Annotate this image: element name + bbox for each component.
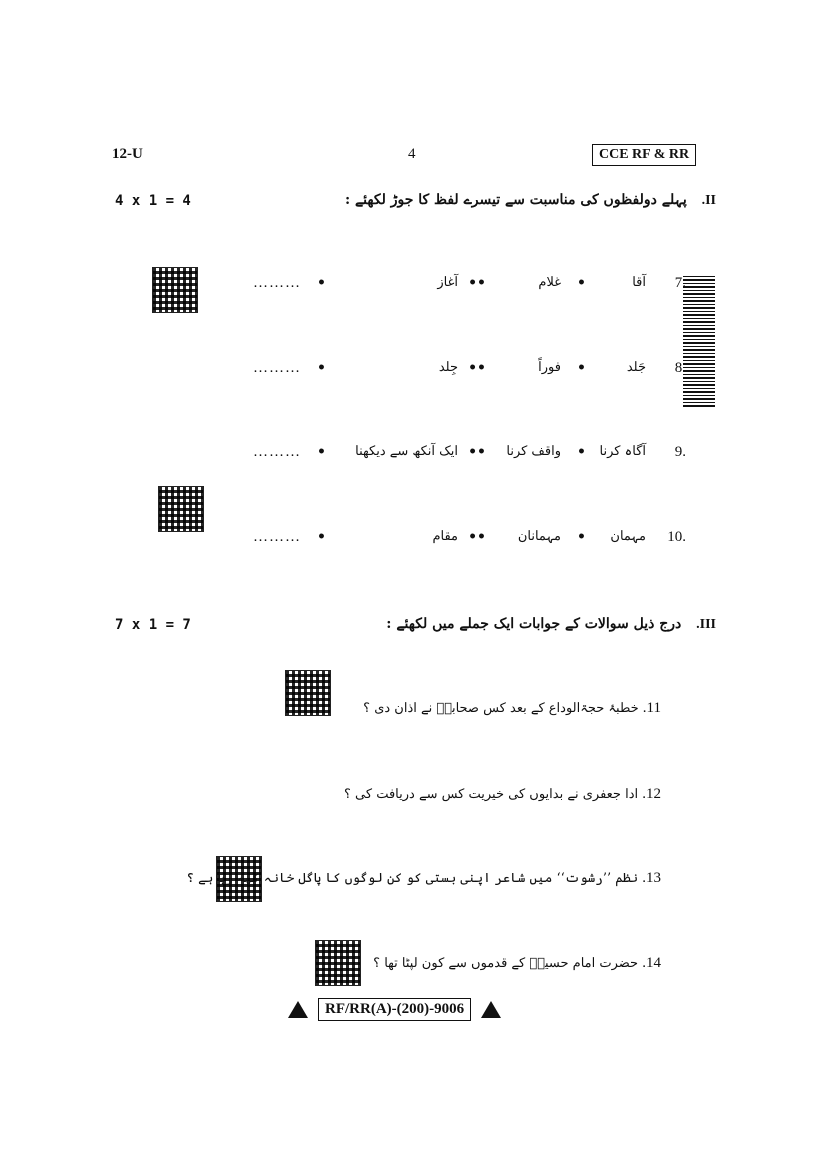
question-number: 11. (642, 700, 661, 716)
question-number: 13. (642, 870, 661, 886)
word-2: مہمانان (517, 529, 561, 544)
answer-blank: ……… (253, 529, 301, 545)
answer-blank: ……… (253, 275, 301, 291)
word-2: غلام (538, 275, 561, 290)
match-question-9 (86, 444, 686, 466)
question-14 (373, 955, 661, 972)
question-number: 14. (642, 955, 661, 971)
separator: • (577, 444, 586, 460)
question-text: خطبۂ حجۃالوداع کے بعد کس صحابیؓ نے اذان دی ؟ (363, 701, 639, 716)
separator: • (577, 275, 586, 291)
section-3-roman: III. (696, 617, 716, 632)
separator: • (317, 275, 326, 291)
question-number: 12. (642, 786, 661, 802)
double-separator: •• (468, 360, 486, 376)
footer-code: RF/RR(A)-(200)-9006 (318, 998, 471, 1021)
question-number: 7. (674, 275, 686, 291)
word-3: جِلد (438, 360, 458, 375)
word-3: ایک آنکھ سے دیکھنا (355, 444, 458, 459)
triangle-icon (288, 1001, 308, 1018)
separator: • (577, 360, 586, 376)
answer-blank: ……… (253, 360, 301, 376)
section-2-roman: II. (701, 193, 716, 208)
qr-code (285, 670, 331, 716)
word-1: مہمان (610, 529, 646, 544)
qr-code (315, 940, 361, 986)
question-13 (186, 870, 661, 887)
match-question-8 (86, 360, 686, 382)
double-separator: •• (468, 275, 486, 291)
question-11 (363, 700, 661, 717)
question-number: 9. (674, 444, 686, 460)
section-2-heading (345, 192, 716, 209)
paper-code: 12-U (112, 146, 143, 162)
exam-code-box: CCE RF & RR (592, 144, 696, 166)
section-2-marks: 4 x 1 = 4 (115, 193, 191, 209)
word-2: واقف کرنا (506, 444, 561, 459)
separator: • (577, 529, 586, 545)
section-3-title: درج ذیل سوالات کے جوابات ایک جملے میں لکھئے : (386, 616, 682, 632)
match-question-10 (86, 529, 686, 551)
double-separator: •• (468, 529, 486, 545)
word-3: آغاز (437, 275, 458, 290)
section-3-marks: 7 x 1 = 7 (115, 617, 191, 633)
question-text: حضرت امام حسینؓ کے قدموں سے کون لپٹا تھا ؟ (373, 956, 639, 971)
word-1: جَلد (626, 360, 646, 375)
word-3: مقام (432, 529, 458, 544)
footer (288, 998, 501, 1021)
barcode (683, 276, 715, 408)
word-2: فوراً (538, 360, 561, 375)
double-separator: •• (468, 444, 486, 460)
answer-blank: ……… (253, 444, 301, 460)
question-12 (344, 786, 661, 803)
question-number: 10. (667, 529, 686, 545)
separator: • (317, 529, 326, 545)
word-1: آگاہ کرنا (599, 444, 646, 459)
triangle-icon (481, 1001, 501, 1018)
section-3-heading (386, 616, 716, 633)
separator: • (317, 444, 326, 460)
question-text: ادا جعفری نے بدایوں کی خیریت کس سے دریافت کی ؟ (344, 787, 639, 802)
separator: • (317, 360, 326, 376)
section-2-title: پہلے دولفظوں کی مناسبت سے تیسرے لفظ کا جوڑ لکھئے : (344, 192, 687, 208)
question-number: 8. (674, 360, 686, 376)
qr-code (158, 486, 204, 532)
word-1: آقا (632, 275, 646, 290)
match-question-7 (86, 275, 686, 297)
page-number: 4 (408, 146, 416, 162)
question-text: نظم ’’رشوت‘‘ میں شاعر اپنی بستی کو کن لوگوں کا پاگل خانہ کہہ رہا ہے ؟ (186, 871, 639, 886)
